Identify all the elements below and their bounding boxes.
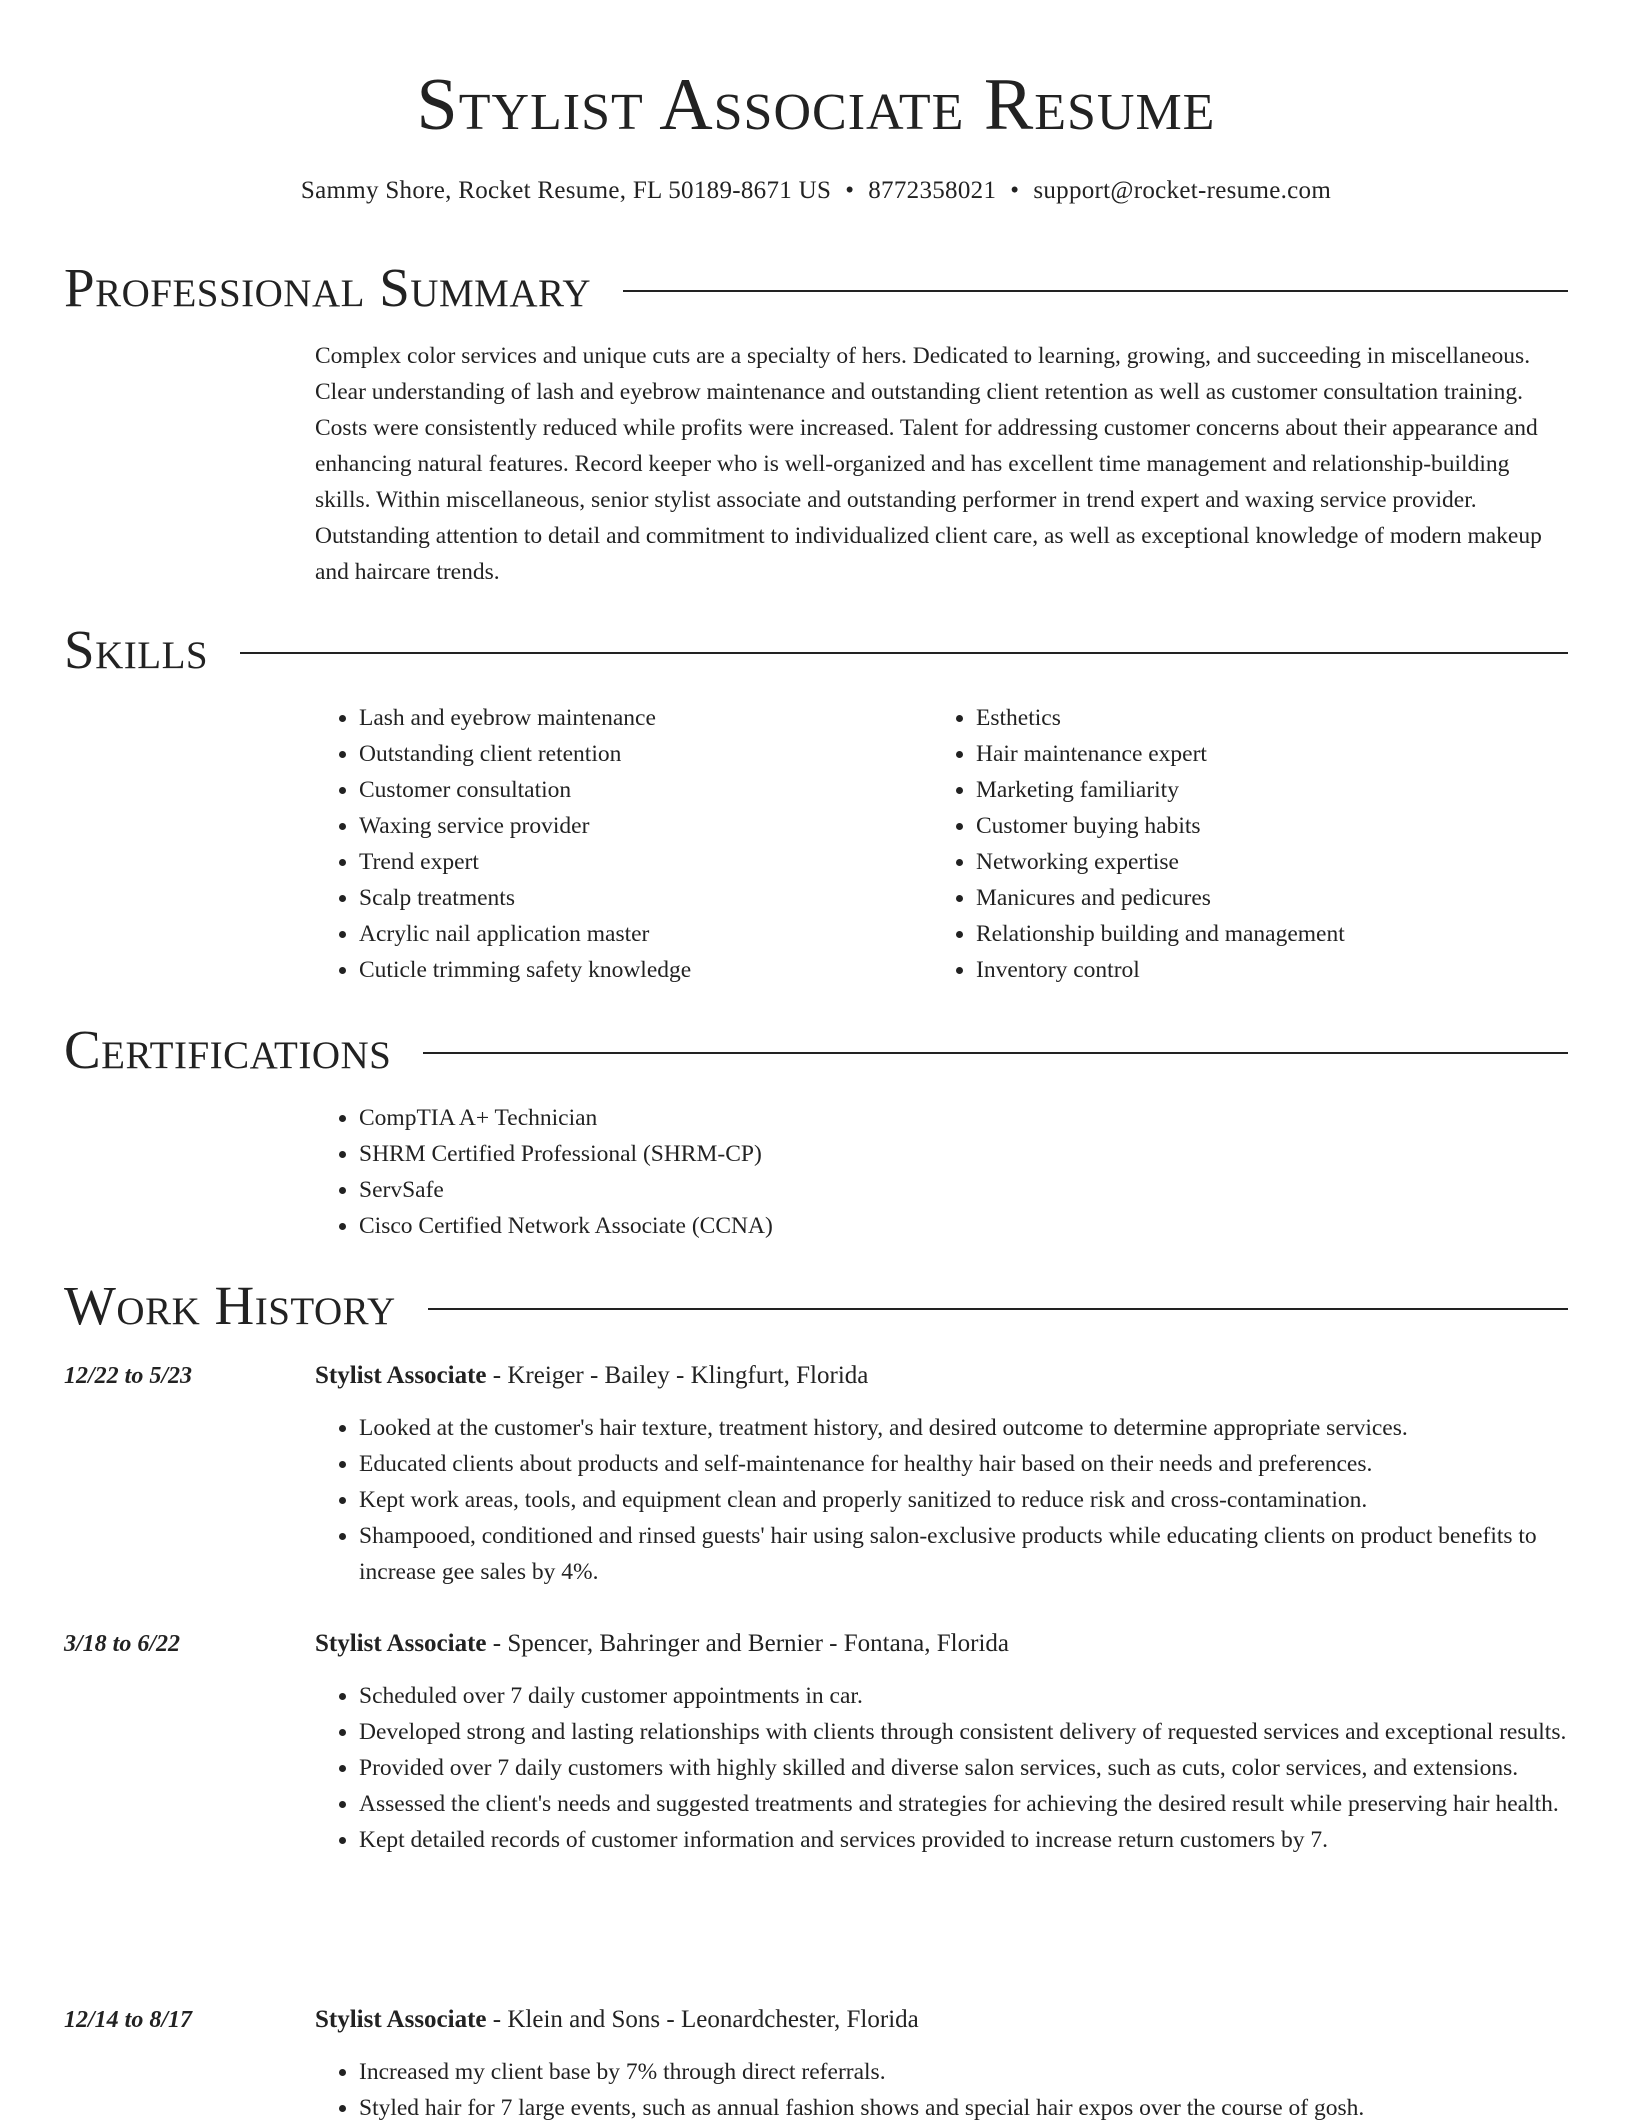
resume-title: Stylist Associate Resume <box>416 64 1216 146</box>
section-title: Professional Summary <box>64 257 592 318</box>
skill-item: • Outstanding client retention <box>359 736 875 772</box>
skill-item: • Waxing service provider <box>359 808 875 844</box>
skill-item: • Marketing familiarity <box>976 772 1532 808</box>
section-divider <box>623 290 1568 292</box>
section-heading-certifications <box>64 1020 1568 1080</box>
job-dates: 12/22 to 5/23 <box>64 1363 193 1389</box>
job-bullet: • Kept work areas, tools, and equipment clean and properly sanitized to reduce risk and cross-contamination. <box>359 1482 1575 1518</box>
skill-item: • Acrylic nail application master <box>359 916 875 952</box>
job-employer: - Kreiger - Bailey - Klingfurt, Florida <box>486 1362 869 1389</box>
skills-list-right <box>932 700 1532 988</box>
job-bullet: • Looked at the customer's hair texture, treatment history, and desired outcome to determine appropriate services. <box>359 1410 1575 1446</box>
job-bullets <box>315 1410 1575 1590</box>
job-title <box>315 1626 1009 1662</box>
skill-item: • Esthetics <box>976 700 1532 736</box>
job-title <box>315 2002 919 2038</box>
section-divider <box>423 1052 1568 1054</box>
section-heading-summary <box>64 258 1568 318</box>
job-bullet: • Educated clients about products and self-maintenance for healthy hair based on their needs and preferences. <box>359 1446 1575 1482</box>
certification-item: • CompTIA A+ Technician <box>359 1100 1115 1136</box>
skill-item: • Customer buying habits <box>976 808 1532 844</box>
job-bullet: • Increased my client base by 7% through direct referrals. <box>359 2054 1575 2090</box>
skill-item: • Trend expert <box>359 844 875 880</box>
skill-item: • Hair maintenance expert <box>976 736 1532 772</box>
job-dates: 3/18 to 6/22 <box>64 1631 181 1657</box>
section-title: Work History <box>64 1275 396 1336</box>
job-employer: - Klein and Sons - Leonardchester, Florida <box>486 2006 919 2033</box>
contact-separator: • <box>1010 177 1020 204</box>
certification-item: • Cisco Certified Network Associate (CCNA) <box>359 1208 1115 1244</box>
job-bullet: • Shampooed, conditioned and rinsed guests' hair using salon-exclusive products while educating clients on product benefits to increase gee sales by 4%. <box>359 1518 1575 1590</box>
job-bullet: • Developed strong and lasting relationships with clients through consistent delivery of requested services and exceptional results. <box>359 1714 1575 1750</box>
contact-email[interactable]: support@rocket-resume.com <box>1033 177 1332 204</box>
summary-text: Complex color services and unique cuts are a specialty of hers. Dedicated to learning, growing, and succeeding in miscellaneous. Clear understanding of lash and eyebrow maintenance and outstanding client retention as well as customer consultation training. Costs were consistently reduced while profits were increased. Talent for addressing customer concerns about their appearance and enhancing natural features. Record keeper who is well-organized and has excellent time management and relationship-building skills. Within miscellaneous, senior stylist associate and outstanding performer in trend expert and waxing service provider. Outstanding attention to detail and commitment to individualized client care, as well as exceptional knowledge of modern makeup and haircare trends. <box>315 343 1542 585</box>
job-dates: 12/14 to 8/17 <box>64 2007 193 2033</box>
job-employer: - Spencer, Bahringer and Bernier - Fontana, Florida <box>486 1630 1009 1657</box>
skill-item: • Customer consultation <box>359 772 875 808</box>
skills-list-left <box>315 700 875 988</box>
job-bullets <box>315 2054 1575 2126</box>
section-divider <box>428 1308 1568 1310</box>
contact-phone[interactable]: 8772358021 <box>868 177 997 204</box>
section-title: Certifications <box>64 1019 392 1080</box>
job-bullet: • Assessed the client's needs and suggested treatments and strategies for achieving the desired result while preserving hair health. <box>359 1786 1575 1822</box>
contact-separator: • <box>845 177 855 204</box>
job-bullet: • Provided over 7 daily customers with highly skilled and diverse salon services, such as cuts, color services, and extensions. <box>359 1750 1575 1786</box>
skill-item: • Inventory control <box>976 952 1532 988</box>
job-title <box>315 1358 868 1394</box>
certification-item: • ServSafe <box>359 1172 1115 1208</box>
skill-item: • Cuticle trimming safety knowledge <box>359 952 875 988</box>
certifications-list <box>315 1100 1115 1244</box>
job-bullets <box>315 1678 1575 1858</box>
skill-item: • Scalp treatments <box>359 880 875 916</box>
job-bullet: • Scheduled over 7 daily customer appointments in car. <box>359 1678 1575 1714</box>
job-role: Stylist Associate <box>315 1362 487 1389</box>
section-title: Skills <box>64 619 209 680</box>
section-heading-skills <box>64 620 1568 680</box>
skill-item: • Lash and eyebrow maintenance <box>359 700 875 736</box>
contact-address: Sammy Shore, Rocket Resume, FL 50189-8671 US <box>300 177 832 204</box>
job-role: Stylist Associate <box>315 1630 487 1657</box>
section-heading-work-history <box>64 1276 1568 1336</box>
skill-item: • Networking expertise <box>976 844 1532 880</box>
certification-item: • SHRM Certified Professional (SHRM-CP) <box>359 1136 1115 1172</box>
job-role: Stylist Associate <box>315 2006 487 2033</box>
skill-item: • Manicures and pedicures <box>976 880 1532 916</box>
job-bullet: • Kept detailed records of customer information and services provided to increase return customers by 7. <box>359 1822 1575 1858</box>
skill-item: • Relationship building and management <box>976 916 1532 952</box>
section-divider <box>240 652 1568 654</box>
contact-line <box>0 174 1632 208</box>
job-bullet: • Styled hair for 7 large events, such as annual fashion shows and special hair expos over the course of gosh. <box>359 2090 1575 2126</box>
